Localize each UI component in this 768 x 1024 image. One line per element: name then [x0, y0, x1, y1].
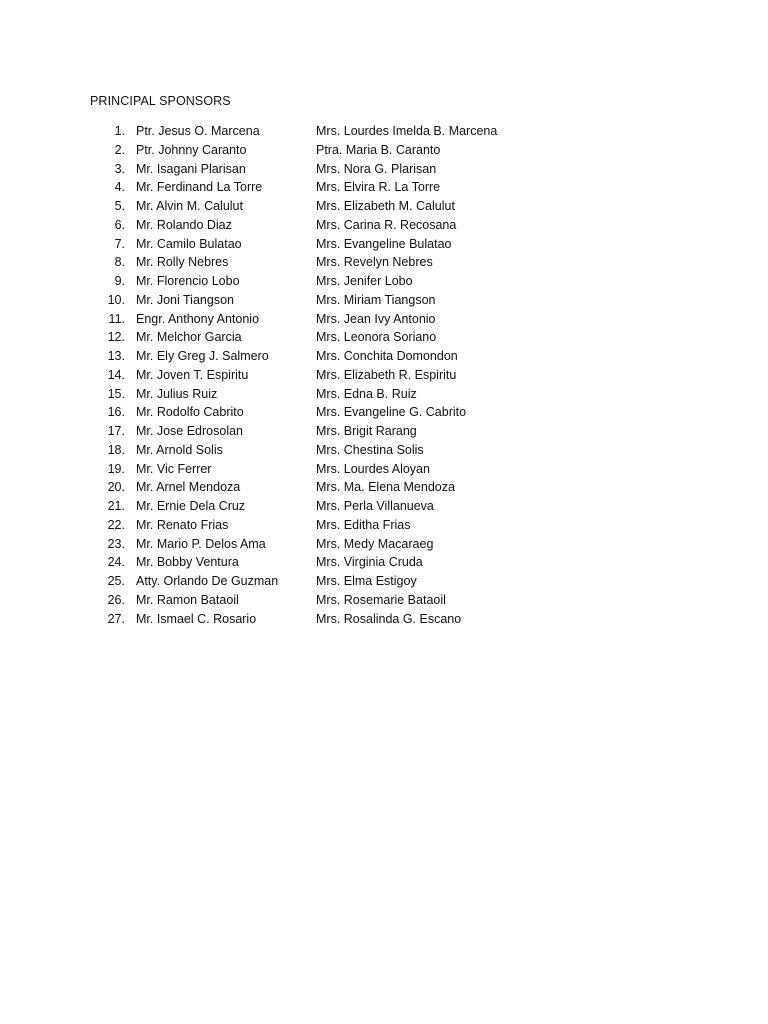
- sponsor-bride-name: Mrs. Rosalinda G. Escano: [316, 611, 462, 626]
- sponsor-bride-name: Mrs. Elvira R. La Torre: [316, 180, 441, 195]
- sponsor-bride-name: Mrs. Lourdes Imelda B. Marcena: [316, 124, 498, 138]
- sponsor-groom-name: Mr. Alvin M. Calulut: [136, 199, 243, 213]
- sponsor-number: 20.: [107, 480, 125, 495]
- sponsor-bride-name: Mrs. Evangeline Bulatao: [316, 236, 452, 251]
- sponsor-bride-name: Mrs. Carina R. Recosana: [316, 217, 457, 232]
- sponsor-number: 21.: [107, 499, 125, 513]
- sponsor-number: 18.: [107, 442, 125, 457]
- list-item: [0, 235, 768, 254]
- sponsor-number: 11.: [108, 311, 125, 326]
- list-item: [0, 178, 768, 197]
- sponsor-list: [0, 122, 768, 628]
- list-item: [0, 141, 768, 160]
- sponsor-groom-name: Mr. Ernie Dela Cruz: [136, 499, 246, 513]
- sponsor-groom-name: Engr. Anthony Antonio: [136, 311, 260, 326]
- sponsor-bride-name: Mrs. Brigit Rarang: [316, 424, 417, 438]
- list-item: [0, 460, 768, 479]
- sponsor-groom-name: Mr. Vic Ferrer: [136, 461, 212, 476]
- list-item: [0, 478, 768, 497]
- sponsor-number: 4.: [114, 180, 125, 195]
- sponsor-groom-name: Ptr. Johnny Caranto: [136, 142, 247, 157]
- list-item: [0, 160, 768, 179]
- sponsor-groom-name: Mr. Julius Ruiz: [136, 386, 218, 401]
- sponsor-groom-name: Mr. Arnel Mendoza: [136, 480, 241, 495]
- sponsor-number: 14.: [107, 367, 125, 382]
- sponsor-groom-name: Ptr. Jesus O. Marcena: [136, 124, 260, 138]
- list-item: [0, 328, 768, 347]
- sponsor-number: 2.: [114, 142, 125, 157]
- sponsor-number: 16.: [107, 405, 125, 420]
- list-item: [0, 591, 768, 610]
- list-item: [0, 122, 768, 141]
- sponsor-bride-name: Mrs. Lourdes Aloyan: [316, 461, 430, 476]
- sponsor-number: 1.: [114, 124, 125, 138]
- sponsor-bride-name: Mrs. Perla Villanueva: [316, 499, 434, 513]
- sponsor-bride-name: Mrs. Edna B. Ruiz: [316, 386, 417, 401]
- list-item: [0, 272, 768, 291]
- sponsor-bride-name: Mrs. Conchita Domondon: [316, 349, 458, 363]
- sponsor-bride-name: Mrs. Chestina Solis: [316, 442, 424, 457]
- list-item: [0, 572, 768, 591]
- list-item: [0, 310, 768, 329]
- sponsor-bride-name: Mrs. Miriam Tiangson: [316, 292, 436, 307]
- sponsor-bride-name: Mrs. Elizabeth R. Espiritu: [316, 367, 457, 382]
- sponsor-groom-name: Mr. Isagani Plarisan: [136, 161, 246, 176]
- sponsor-groom-name: Mr. Mario P. Delos Ama: [136, 536, 266, 551]
- sponsor-groom-name: Mr. Camilo Bulatao: [136, 236, 242, 251]
- list-item: [0, 422, 768, 441]
- sponsor-groom-name: Atty. Orlando De Guzman: [136, 574, 279, 588]
- sponsor-groom-name: Mr. Ely Greg J. Salmero: [136, 349, 269, 363]
- sponsor-bride-name: Mrs. Elma Estigoy: [316, 574, 417, 588]
- sponsor-groom-name: Mr. Ramon Bataoil: [136, 592, 239, 607]
- sponsor-number: 15.: [107, 386, 125, 401]
- sponsor-groom-name: Mr. Ismael C. Rosario: [136, 611, 257, 626]
- sponsor-groom-name: Mr. Jose Edrosolan: [136, 424, 243, 438]
- sponsor-groom-name: Mr. Melchor Garcia: [136, 330, 242, 345]
- sponsor-groom-name: Mr. Joven T. Espiritu: [136, 367, 249, 382]
- list-item: [0, 403, 768, 422]
- sponsor-bride-name: Mrs. Ma. Elena Mendoza: [316, 480, 455, 495]
- sponsor-number: 24.: [107, 555, 125, 570]
- sponsor-number: 9.: [114, 274, 125, 288]
- sponsor-number: 8.: [114, 255, 125, 270]
- sponsor-bride-name: Mrs. Revelyn Nebres: [316, 255, 433, 270]
- sponsor-bride-name: Ptra. Maria B. Caranto: [316, 142, 441, 157]
- sponsor-bride-name: Mrs. Rosemarie Bataoil: [316, 592, 446, 607]
- sponsor-number: 3.: [114, 161, 125, 176]
- sponsor-number: 25.: [107, 574, 125, 588]
- list-item: [0, 253, 768, 272]
- sponsor-bride-name: Mrs. Leonora Soriano: [316, 330, 437, 345]
- sponsor-bride-name: Mrs. Evangeline G. Cabrito: [316, 405, 467, 420]
- sponsor-groom-name: Mr. Rodolfo Cabrito: [136, 405, 244, 420]
- list-item: [0, 553, 768, 572]
- sponsor-bride-name: Mrs. Editha Frias: [316, 517, 411, 532]
- sponsor-groom-name: Mr. Rolly Nebres: [136, 255, 229, 270]
- list-item: [0, 347, 768, 366]
- sponsor-bride-name: Mrs. Medy Macaraeg: [316, 536, 434, 551]
- sponsor-bride-name: Mrs. Nora G. Plarisan: [316, 161, 437, 176]
- sponsor-groom-name: Mr. Bobby Ventura: [136, 555, 239, 570]
- sponsor-groom-name: Mr. Joni Tiangson: [136, 292, 234, 307]
- sponsor-number: 7.: [114, 236, 125, 251]
- sponsor-number: 22.: [107, 517, 125, 532]
- sponsor-number: 27.: [107, 611, 125, 626]
- sponsor-number: 6.: [114, 217, 125, 232]
- sponsor-number: 17.: [107, 424, 125, 438]
- sponsor-groom-name: Mr. Arnold Solis: [136, 442, 223, 457]
- sponsor-groom-name: Mr. Renato Frias: [136, 517, 229, 532]
- sponsor-number: 23.: [107, 536, 125, 551]
- list-item: [0, 441, 768, 460]
- list-item: [0, 385, 768, 404]
- list-item: [0, 291, 768, 310]
- list-item: [0, 216, 768, 235]
- list-item: [0, 610, 768, 629]
- sponsor-bride-name: Mrs. Jean Ivy Antonio: [316, 311, 436, 326]
- sponsor-number: 12.: [107, 330, 125, 345]
- sponsor-groom-name: Mr. Rolando Diaz: [136, 217, 232, 232]
- sponsor-number: 5.: [114, 199, 125, 213]
- sponsor-groom-name: Mr. Florencio Lobo: [136, 274, 240, 288]
- list-item: [0, 535, 768, 554]
- sponsor-number: 13.: [107, 349, 125, 363]
- list-item: [0, 497, 768, 516]
- page-title: PRINCIPAL SPONSORS: [90, 94, 231, 108]
- sponsor-bride-name: Mrs. Elizabeth M. Calulut: [316, 199, 455, 213]
- sponsor-groom-name: Mr. Ferdinand La Torre: [136, 180, 263, 195]
- list-item: [0, 366, 768, 385]
- sponsor-bride-name: Mrs. Virginia Cruda: [316, 555, 423, 570]
- sponsor-number: 10.: [107, 292, 125, 307]
- sponsor-number: 19.: [107, 461, 125, 476]
- sponsor-bride-name: Mrs. Jenifer Lobo: [316, 274, 413, 288]
- list-item: [0, 516, 768, 535]
- sponsor-number: 26.: [107, 592, 125, 607]
- list-item: [0, 197, 768, 216]
